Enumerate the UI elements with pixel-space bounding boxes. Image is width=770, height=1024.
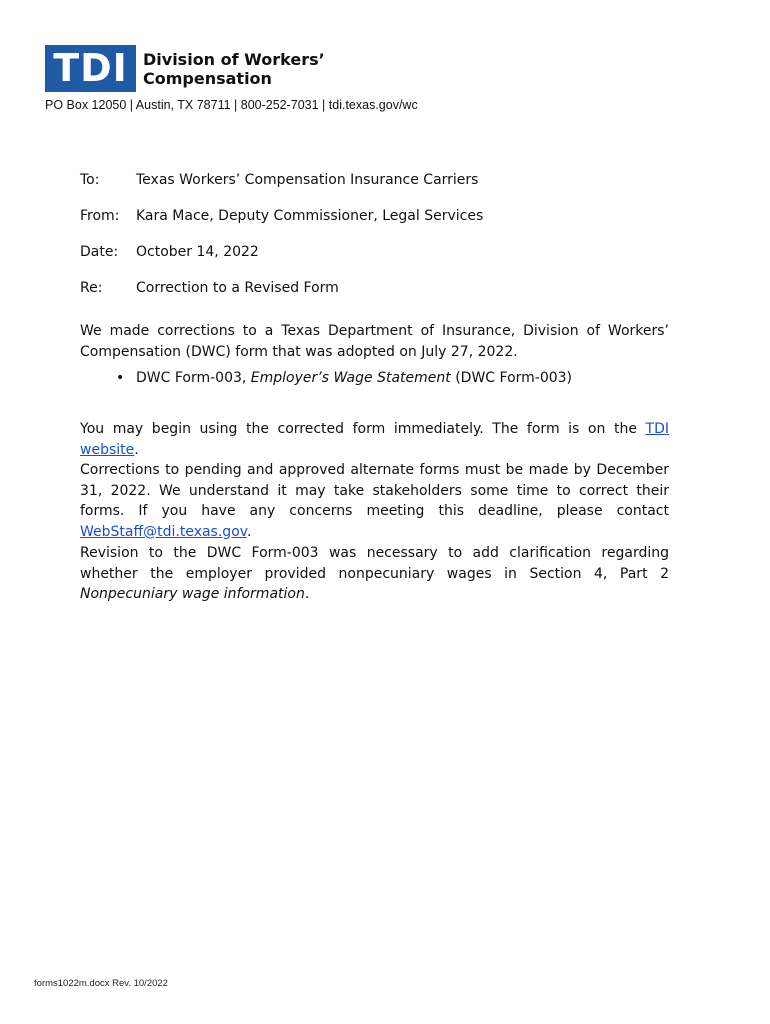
memo-re-label: Re: — [80, 280, 103, 296]
p4-text: Revision to the DWC Form-003 was necessary to add clarification regarding whether the employer provided nonpecuniary wages in Section 4, Part 2 — [80, 545, 669, 582]
webstaff-email-link[interactable]: WebStaff@tdi.texas.gov — [80, 523, 247, 540]
memo-re-value: Correction to a Revised Form — [136, 280, 339, 296]
memo-from-row — [80, 208, 483, 224]
p3-end: . — [246, 523, 252, 540]
bullet-prefix: DWC Form-003, — [136, 370, 251, 386]
bullet-item-form-003 — [116, 370, 572, 386]
paragraph-intro: We made corrections to a Texas Department of Insurance, Division of Workers’ Compensation (DWC) form that was adopted on July 27, 2022. — [80, 323, 669, 360]
memo-date-value: October 14, 2022 — [136, 244, 259, 260]
tdi-logo-text: TDI — [53, 46, 128, 90]
p3-text: Corrections to pending and approved alternate forms must be made by December 31, 2022. We understand it may take stakeholders some time to correct their forms. If you have any concerns meeting this deadline, please contact — [80, 462, 669, 519]
memo-from-label: From: — [80, 208, 120, 224]
p2-text: You may begin using the corrected form immediately. The form is on the — [80, 421, 646, 437]
paragraph-deadline — [80, 460, 669, 542]
division-name — [143, 50, 325, 88]
memo-re-row — [80, 280, 339, 296]
memo-date-row — [80, 244, 259, 260]
bullet-form-title: Employer’s Wage Statement — [250, 370, 451, 386]
division-line-2: Compensation — [143, 69, 272, 88]
bullet-suffix: (DWC Form-003) — [450, 370, 573, 386]
division-line-1: Division of Workers’ — [143, 50, 325, 69]
p2-end: . — [134, 441, 139, 458]
memo-from-value: Kara Mace, Deputy Commissioner, Legal Services — [136, 208, 484, 224]
memo-to-label: To: — [80, 172, 100, 188]
paragraph-revision — [80, 543, 669, 605]
footer-form-id: forms1022m.docx Rev. 10/2022 — [34, 978, 168, 989]
p4-italic-section: Nonpecuniary wage information — [80, 586, 305, 602]
tdi-website-link[interactable]: TDI website — [80, 421, 669, 458]
paragraph-website — [80, 419, 669, 460]
letterhead-address: PO Box 12050 | Austin, TX 78711 | 800-252-7031 | tdi.texas.gov/wc — [45, 98, 418, 112]
bullet-dot-icon: • — [116, 370, 125, 386]
tdi-logo — [45, 45, 136, 92]
p4-end: . — [304, 586, 310, 602]
memo-to-row — [80, 172, 478, 188]
memo-to-value: Texas Workers’ Compensation Insurance Carriers — [136, 172, 479, 188]
memo-date-label: Date: — [80, 244, 119, 260]
